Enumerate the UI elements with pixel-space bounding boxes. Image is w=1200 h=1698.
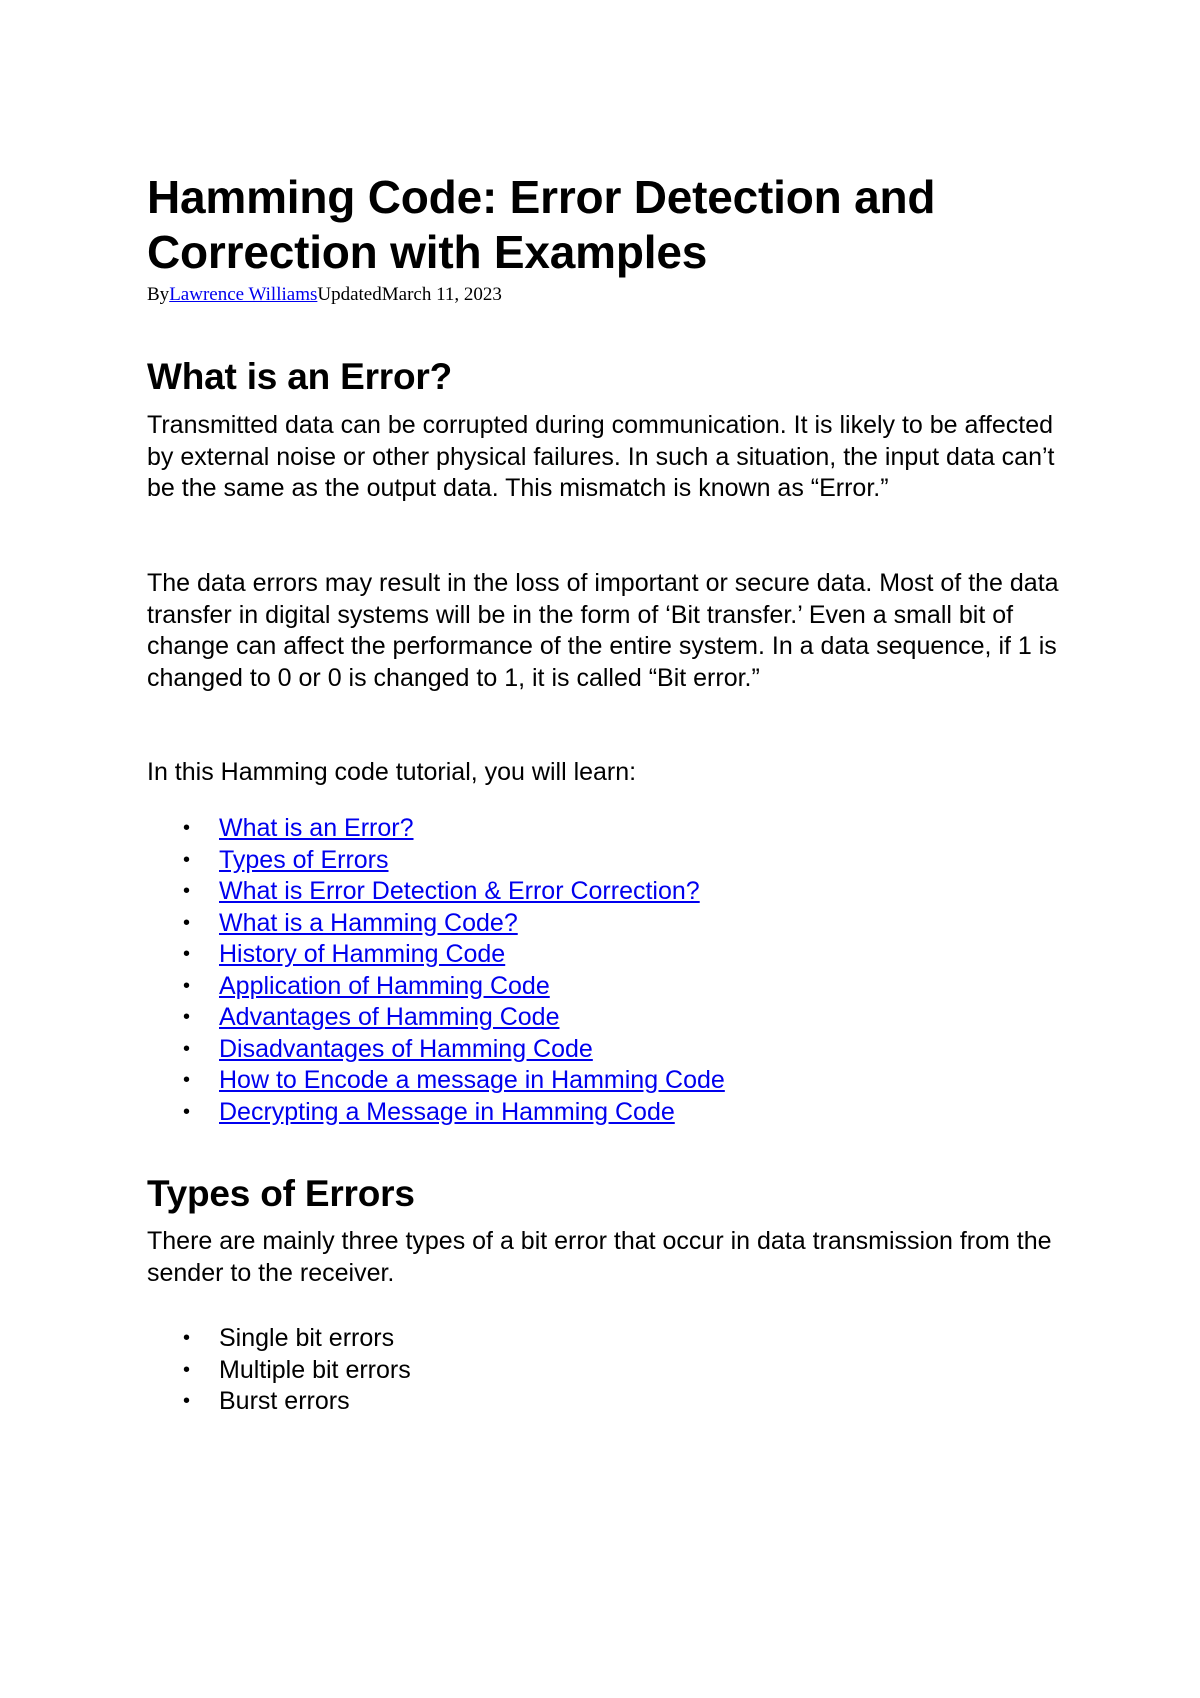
bullet-icon: • [183, 974, 191, 997]
bullet-icon: • [183, 1006, 191, 1028]
toc-link-types-of-errors[interactable]: Types of Errors [219, 845, 389, 874]
list-item-text: Burst errors [219, 1387, 350, 1415]
heading-what-is-an-error: What is an Error? [147, 356, 452, 397]
toc-link-disadvantages[interactable]: Disadvantages of Hamming Code [219, 1034, 593, 1063]
list-item [147, 1355, 411, 1387]
byline-date: March 11, 2023 [381, 284, 502, 305]
bullet-icon: • [183, 1327, 191, 1349]
list-item [147, 1323, 411, 1355]
byline-by-label: By [147, 284, 170, 305]
bullet-icon: • [183, 1358, 191, 1381]
toc-link-decrypting-message[interactable]: Decrypting a Message in Hamming Code [219, 1097, 675, 1126]
toc-link-what-is-hamming-code[interactable]: What is a Hamming Code? [219, 908, 518, 937]
list-item-text: Multiple bit errors [219, 1355, 411, 1384]
toc-link-history[interactable]: History of Hamming Code [219, 940, 506, 968]
toc-link-encode-message[interactable]: How to Encode a message in Hamming Code [219, 1066, 725, 1094]
toc-item [147, 813, 725, 845]
bullet-icon: • [183, 848, 191, 871]
author-link[interactable]: Lawrence Williams [169, 284, 318, 305]
toc-link-advantages[interactable]: Advantages of Hamming Code [219, 1003, 560, 1031]
bullet-icon: • [183, 1100, 191, 1123]
bullet-icon: • [183, 1069, 191, 1091]
error-types-list [147, 1323, 411, 1418]
paragraph-data-errors: The data errors may result in the loss of important or secure data. Most of the data transfer in digital systems will be in the form of ‘Bit transfer.’ Even a small bit of change can affect the performance of the entire system. In a data sequence, if 1 is changed to 0 or 0 is changed to 1, it is called “Bit error.” [147, 569, 1059, 692]
toc-link-error-detection-correction[interactable]: What is Error Detection & Error Correction? [219, 877, 700, 905]
bullet-icon: • [183, 1390, 191, 1412]
paragraph-error-definition: Transmitted data can be corrupted during communication. It is likely to be affected by external noise or other physical failures. In such a situation, the input data can’t be the same as the output data. This mismatch is known as “Error.” [147, 411, 1055, 502]
list-item [147, 1386, 411, 1418]
bullet-icon: • [183, 911, 191, 934]
bullet-icon: • [183, 880, 191, 902]
page-title: Hamming Code: Error Detection and Correction with Examples [147, 171, 936, 278]
toc-item [147, 1097, 725, 1129]
bullet-icon: • [183, 943, 191, 965]
toc-item [147, 876, 725, 908]
heading-types-of-errors: Types of Errors [147, 1173, 415, 1214]
toc-item [147, 1034, 725, 1066]
toc-item [147, 1002, 725, 1034]
toc-link-what-is-an-error[interactable]: What is an Error? [219, 814, 414, 842]
byline-updated-label: Updated [317, 284, 382, 305]
toc-intro: In this Hamming code tutorial, you will learn: [147, 758, 637, 786]
toc-item [147, 908, 725, 940]
bullet-icon: • [183, 1037, 191, 1060]
toc-item [147, 1065, 725, 1097]
toc-item [147, 845, 725, 877]
toc-item [147, 971, 725, 1003]
list-item-text: Single bit errors [219, 1324, 395, 1352]
toc-link-application[interactable]: Application of Hamming Code [219, 971, 550, 1000]
byline [147, 283, 502, 307]
bullet-icon: • [183, 817, 191, 839]
toc-item [147, 939, 725, 971]
table-of-contents [147, 813, 725, 1128]
paragraph-types-of-errors: There are mainly three types of a bit error that occur in data transmission from the sender to the receiver. [147, 1227, 1052, 1287]
